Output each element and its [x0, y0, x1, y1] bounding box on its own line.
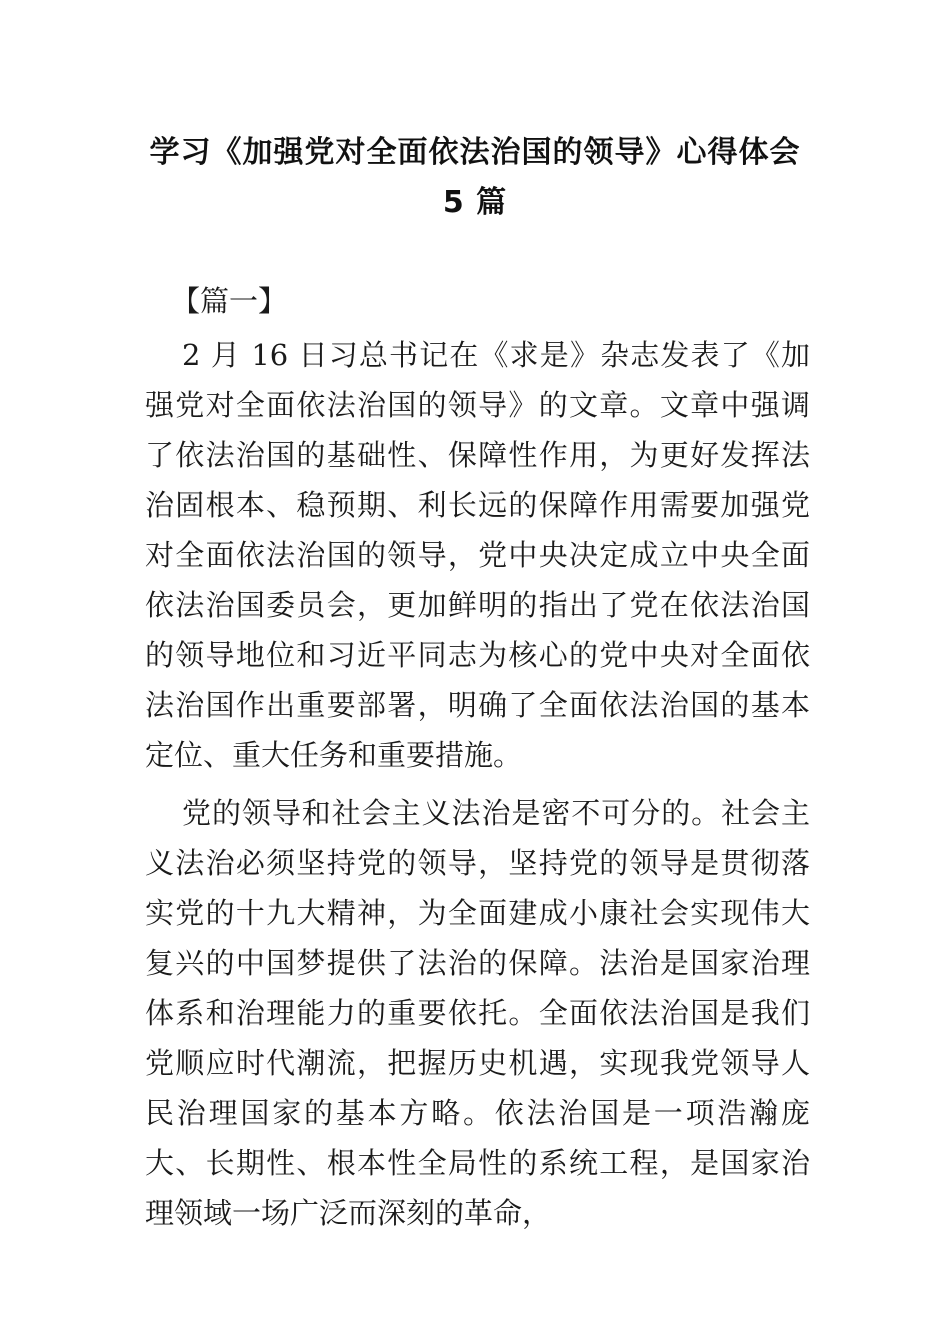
- paragraph-1: 2 月 16 日习总书记在《求是》杂志发表了《加强党对全面依法治国的领导》的文章。文章中强调了依法治国的基础性、保障性作用，为更好发挥法治固根本、稳预期、利长远的保障作用需要加强党对全面依法治国的领导，党中央决定成立中央全面依法治国委员会，更加鲜明的指出了党在依法治国的领导地位和习近平同志为核心的党中央对全面依法治国作出重要部署，明确了全面依法治国的基本定位、重大任务和重要措施。: [145, 338, 810, 772]
- document-title: 学习《加强党对全面依法治国的领导》心得体会 5 篇: [149, 135, 801, 220]
- document-body: [145, 276, 810, 1246]
- section-label: 【篇一】: [171, 284, 288, 318]
- paragraph-2: 党的领导和社会主义法治是密不可分的。社会主义法治必须坚持党的领导，坚持党的领导是贯彻落实党的十九大精神，为全面建成小康社会实现伟大复兴的中国梦提供了法治的保障。法治是国家治理体系和治理能力的重要依托。全面依法治国是我们党顺应时代潮流，把握历史机遇，实现我党领导人民治理国家的基本方略。依法治国是一项浩瀚庞大、长期性、根本性全局性的系统工程，是国家治理领域一场广泛而深刻的革命，: [145, 796, 810, 1230]
